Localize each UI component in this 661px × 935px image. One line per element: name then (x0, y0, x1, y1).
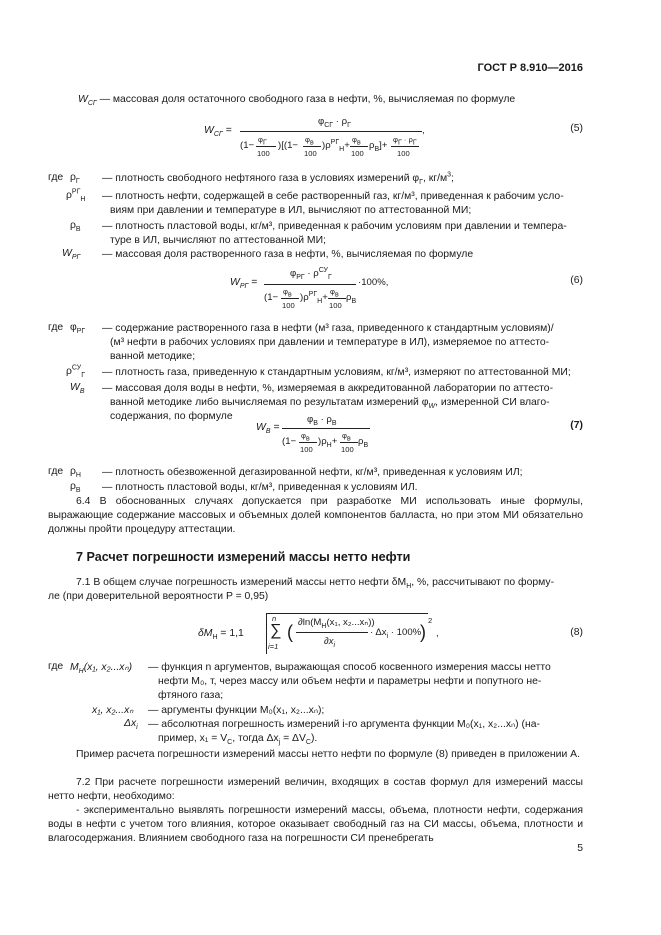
eq8-den (324, 636, 335, 647)
defs1-rhog-t: — плотность свободного нефтяного газа в условиях измерений φ (102, 173, 420, 184)
eq7-f2-sub: в (346, 435, 351, 443)
eq6-main-bar (264, 284, 356, 285)
eq8-n-top: n (272, 614, 277, 623)
defs2-phirg-line3: ванной методике; (110, 351, 196, 362)
eq8-lhs-sub: Н (212, 634, 218, 642)
eq5-bracket-open: )[(1− (278, 140, 299, 151)
paragraph-7-1-line1 (76, 576, 554, 590)
paragraph-7-1-line2: ле (при доверительной вероятности P = 0,95) (48, 591, 269, 602)
defs4-x-sym: x₁, x₂...xₙ (92, 705, 134, 716)
eq7-lhs-w: W (256, 422, 266, 433)
eq8-comma: , (436, 628, 439, 639)
eq5-plus-b: + (381, 140, 388, 151)
eq5-numerator (318, 116, 351, 127)
eq5-rhov: ρ (369, 140, 375, 151)
defs2-rhogsu-line: — плотность газа, приведенную к стандартным условиям, кг/м³, измеряют по аттестованной МИ; (102, 367, 571, 378)
defs2-wv-l2: ванной методике либо вычисляемая по результатам измерений φ (110, 397, 429, 408)
eq6-den-open: (1− (264, 292, 279, 303)
eq5-f1-phi: φ (258, 135, 263, 144)
eq6-num-mid: · ρ (304, 268, 319, 279)
eq7-rhon-sub: Н (326, 441, 332, 449)
eq5-num-sub1: СГ (324, 121, 334, 129)
eq5-den: (1− (240, 140, 255, 151)
eq5-f2-phi: φ (305, 135, 310, 144)
page-number: 5 (577, 843, 583, 854)
defs4-m-sub: Н (78, 668, 84, 676)
eq5-num-mid: · ρ (333, 116, 348, 127)
defs3-where: где (48, 466, 64, 477)
eq5-f2-bar (303, 146, 321, 147)
eq8-eq: = 1,1 (220, 628, 244, 639)
defs4-m-line1: — функция n аргументов, выражающая способ косвенного измерения массы нетто (148, 662, 551, 673)
defs1-wrg-sub: РГ (71, 254, 81, 262)
eq5-f4-sub: Г (397, 139, 402, 147)
eq6-num-sub: РГ (296, 273, 305, 281)
defs1-rhog-sym: ρ (70, 172, 76, 183)
defs2-wv-sym: W (70, 382, 80, 393)
p71-a-end: , %, рассчитывают по форму- (411, 577, 555, 588)
defs4-where: где (48, 661, 64, 672)
eq7-lhs-sub: В (265, 428, 271, 436)
eq8-lhs-dm: δM (198, 628, 213, 639)
eq8-paren-open: ( (287, 622, 293, 642)
eq8-num-ln: ∂ln(M (298, 617, 322, 628)
eq5-f4-sub2: Г (412, 139, 417, 147)
eq5-f2-sub: в (309, 139, 314, 147)
defs1-rho-v (70, 220, 81, 234)
eq6-rhov-sym: ρ (346, 292, 352, 303)
eq5-main-fraction-bar (240, 131, 422, 132)
eq7-num-mid: · ρ (317, 414, 332, 425)
eq6-rhov (346, 292, 356, 303)
eq7-f1-den: 100 (300, 445, 313, 454)
defs4-dx-l2end: , тогда Δx (232, 733, 279, 744)
defs1-rho-g (70, 172, 80, 186)
eq7-f2-bar (340, 442, 358, 443)
defs2-wv-line1: — массовая доля воды в нефти, %, измеряемая в аккредитованной лаборатории по аттесто- (102, 383, 554, 394)
defs2-phi-rg (70, 322, 86, 336)
defs1-rhov-sub: В (75, 226, 81, 234)
eq8-num-args: (x (326, 617, 335, 628)
defs2-rhogsu-sym: ρ (66, 366, 72, 377)
defs1-wrg-sym: W (62, 248, 72, 259)
eq6-lhs: $W_{РГ}$ = (230, 277, 258, 291)
defs1-wrg-line: — массовая доля растворенного газа в нефти, %, вычисляемая по формуле (102, 249, 474, 260)
defs4-dx-l2sub: С (227, 739, 233, 747)
defs4-dx-sym: Δx (124, 718, 137, 729)
defs1-rhon-sub: Н (80, 196, 86, 204)
eq5-f3-phi: φ (352, 135, 357, 144)
eq6-plus: + (322, 292, 328, 303)
eq7-rhov-sub: В (363, 441, 369, 449)
defs2-phirg-sub: РГ (76, 328, 86, 336)
eq7-rhon-sym: ρ (321, 436, 327, 447)
eq8-i-bot: i=1 (268, 642, 279, 651)
eq5-f4-den: 100 (397, 149, 410, 158)
eq6-rhon-sub: Н (317, 297, 323, 305)
eq8-den-sub: i (333, 641, 336, 649)
eq8-num-tail: )) (368, 617, 375, 628)
defs4-dx-l2sub2: j (278, 739, 281, 747)
eq5-plus-a: + (344, 140, 350, 151)
defs3-rhon-sub: Н (75, 472, 81, 480)
defs4-dx-sub: i (136, 724, 138, 732)
defs3-rhov-sym: ρ (70, 481, 76, 492)
defs2-rho-g-su (66, 364, 85, 380)
defs2-wv-sub: В (79, 388, 85, 396)
eq5-f3-num (352, 135, 361, 147)
eq5-lhs-sub: СГ (213, 131, 223, 139)
wsg-intro (78, 93, 515, 107)
eq5-num-phi: φ (318, 116, 325, 127)
eq8-paren-close: ) (420, 622, 426, 642)
eq7-rhon: )$\rho_Н+$ (318, 436, 338, 449)
defs2-wv-line3: содержания, по формуле (110, 411, 233, 422)
defs3-rho-n (70, 466, 81, 480)
eq6-lhs-w: W (230, 277, 240, 288)
eq7-f1-bar (299, 442, 317, 443)
eq8-num: $\partial\ln(M_Н(x_1$, x₂...xₙ)) (298, 617, 375, 630)
defs1-rhog-sub: Г (75, 178, 80, 186)
eq5-rho-n: )$\rho^{РГ}_Н+$ (322, 138, 350, 153)
defs1-rhon-line2: виям при давлении и температуре в ИЛ, вычисляют по аттестованной МИ; (110, 205, 472, 216)
defs4-dx-l2tail: = ΔV (280, 733, 306, 744)
eq6-tail: ·100%, (358, 277, 389, 288)
eq5-rhov-sub: В (374, 145, 380, 153)
eq7-f1-sub: в (305, 435, 310, 443)
defs1-rhov-line2: туре в ИЛ, вычисляют по аттестованной МИ; (110, 235, 326, 246)
paragraph-bullet: - экспериментально выявлять погрешности измерений массы, объема, плотности нефти, содержания воды в нефти с учетом того влияния, которое оказывает свободный газ на СИ массы, объема, плотности и влагосодержания. Влиянием свободного газа на погрешности СИ пренебрегать (48, 805, 583, 844)
eq6-f2-bar (328, 298, 346, 299)
defs4-dx-line1: — абсолютная погрешность измерений i-го аргумента функции M₀(x₁, x₂...xₙ) (на- (148, 719, 540, 730)
eq5-f1-sub: Г (262, 139, 267, 147)
eq6-f1-den: 100 (282, 301, 295, 310)
defs3-rhon-sym: ρ (70, 466, 76, 477)
eq6-num-phi: φ (290, 268, 297, 279)
defs2-rhogsu-sup: СУ (71, 364, 82, 372)
eq7-den-open: (1− (282, 436, 297, 447)
eq8-pct: · 100% (390, 627, 422, 638)
defs1-rhov-line1: — плотность пластовой воды, кг/м³, приведенная к рабочим условиям при давлении и темпера- (102, 221, 567, 232)
defs1-where: где (48, 172, 64, 183)
eq5-f3-sub: в (356, 139, 361, 147)
eq5-f3-den: 100 (351, 149, 364, 158)
eq5-comma: , (422, 125, 425, 136)
eq6-f2-den: 100 (329, 301, 342, 310)
eq5-f1-bar (256, 146, 276, 147)
defs1-rhog-text (102, 172, 454, 186)
defs1-rhog-ttail: ; (451, 173, 454, 184)
eq7-main-bar (282, 428, 370, 429)
defs1-rhog-tsub: Г (419, 179, 423, 187)
eq8-dx-sub: i (386, 632, 389, 640)
defs2-phirg-line2: (м³ нефти в рабочих условиях при давлении и температуре в ИЛ), измеряемое по аттесто- (110, 337, 550, 348)
eq7-num (307, 414, 337, 425)
eq7-num-sub2: В (331, 419, 337, 427)
defs1-w-rg (62, 248, 81, 262)
eq5-f2-num (305, 135, 314, 147)
eq8-dx-t: · Δx (370, 627, 387, 638)
eq6-one-minus: 1− (267, 292, 279, 303)
eq7-f1-phi: φ (301, 431, 306, 440)
eq6-rhon-sym: ρ (303, 292, 309, 303)
defs2-rhogsu-sub: Г (81, 372, 85, 380)
eq8-lhs (198, 628, 244, 642)
defs3-rhov-sub: В (75, 487, 81, 495)
defs1-rhon-line1: — плотность нефти, содержащей в себе растворенный газ, кг/м³, приведенная к рабочим усло- (102, 191, 564, 202)
wsg-symbol (78, 94, 97, 108)
eq8-den-dx: ∂x (324, 636, 334, 647)
eq5-rhon-sup: РГ (330, 138, 340, 146)
eq7-num-phi: φ (307, 414, 314, 425)
eq5-one-minus-b: 1− (287, 140, 299, 151)
defs1-rhon-sym: ρ (66, 190, 72, 201)
defs3-rho-v (70, 481, 81, 495)
eq5-f1-den: 100 (257, 149, 270, 158)
eq5-rhon-sub: Н (339, 145, 345, 153)
defs4-dx-line2 (158, 732, 317, 746)
eq8-frac-bar (296, 632, 368, 633)
eq5-f4-rho: ρ (408, 135, 413, 144)
wsg-intro-text: — массовая доля остаточного свободного газа в нефти, %, вычисляемая по формуле (99, 94, 516, 105)
defs2-phirg-sym: φ (70, 322, 77, 333)
eq5-rho-v: $\rho_В]+$ (369, 140, 388, 153)
defs1-rhon-sup: РГ (71, 188, 81, 196)
defs2-phirg-line1: — содержание растворенного газа в нефти (м³ газа, приведенного к стандартным условиям)/ (102, 323, 554, 334)
eq5-rhon: ρ (325, 140, 331, 151)
paragraph-7-2: 7.2 При расчете погрешности измерений величин, входящих в состав формул для измерений массы нетто нефти, необходимо: (48, 777, 583, 802)
defs3-rhon-line: — плотность обезвоженной дегазированной нефти, кг/м³, приведенная к условиям ИЛ; (102, 467, 523, 478)
eq6-rhov-sub: В (351, 297, 357, 305)
defs4-dx-l2: пример, x₁ = V (158, 733, 228, 744)
p71-a-sub: Н (406, 583, 412, 591)
eq5-den-frac1-num (258, 135, 267, 147)
wsg-w: W (78, 94, 88, 105)
defs1-rhog-tend: , кг/м (422, 173, 448, 184)
eq8-num-sub: Н (321, 622, 327, 630)
defs4-m (70, 661, 133, 676)
defs3-rhov-line: — плотность пластовой воды, кг/м³, приведенная к условиям ИЛ. (102, 482, 418, 493)
eq5-f4-bar (391, 146, 419, 147)
defs4-m-args: (x₁, x₂...xₙ) (83, 662, 133, 673)
defs2-wv-line2 (110, 396, 550, 410)
eq5-one-minus-a: 1− (243, 140, 255, 151)
defs4-m-sym: M (70, 662, 79, 673)
eq6-num-sup: СУ (318, 266, 328, 274)
paragraph-6-4: 6.4 В обоснованных случаях допускается при разработке МИ использовать иные формулы, выражающие содержание массовых и объемных долей компонентов балласта, но при этом МИ обязательно должны пройти процедуру аттестации. (48, 496, 583, 535)
defs2-wv-l2end: , измеренной СИ влаго- (435, 397, 550, 408)
eq7-rhov-sym: ρ (358, 436, 364, 447)
defs4-dx-l2sub3: С (305, 739, 311, 747)
defs4-dx-l2fin: ). (310, 733, 318, 744)
section-7-title: 7 Расчет погрешности измерений массы нетто нефти (76, 550, 411, 564)
defs4-x-line: — аргументы функции M₀(x₁, x₂...xₙ); (148, 705, 325, 716)
eq6-rhon: )$\rho^{РГ}_Н+$ (300, 290, 328, 305)
eq6-f2-phi: φ (330, 287, 335, 296)
eq8-sum: ∑ (270, 622, 282, 639)
defs1-rhog-tsup: 3 (447, 171, 452, 179)
eq8-square: 2 (428, 616, 433, 625)
eq7-one-minus: 1− (285, 436, 297, 447)
defs1-rhov-sym: ρ (70, 220, 76, 231)
eq7-f1-num (301, 431, 310, 443)
defs2-where: где (48, 322, 64, 333)
eq8-dx (370, 627, 421, 638)
doc-number-header: ГОСТ Р 8.910—2016 (477, 62, 583, 74)
eq8-number: (8) (570, 627, 583, 638)
eq7-f2-den: 100 (341, 445, 354, 454)
defs4-dx (124, 718, 138, 732)
p71-a: 7.1 В общем случае погрешность измерений массы нетто нефти δM (76, 577, 407, 588)
eq6-f1-bar (281, 298, 299, 299)
defs2-wv-l2sub: W (428, 403, 436, 411)
eq5-f2-den: 100 (304, 149, 317, 158)
wsg-sub: СГ (87, 100, 97, 108)
eq5-num-sub2: Г (347, 121, 351, 129)
eq7-f2-phi: φ (342, 431, 347, 440)
eq7-lhs: $W_В$ = (256, 422, 280, 436)
eq5-lhs: $W_{СГ}$ = (204, 125, 232, 139)
eq5-f3-bar (350, 146, 368, 147)
eq7-rhov (358, 436, 368, 447)
defs1-rho-n (66, 188, 86, 204)
eq6-number: (6) (570, 275, 583, 286)
eq6-f1-sub: в (287, 291, 292, 299)
defs2-w-v (70, 382, 85, 396)
eq6-f1-num (283, 287, 292, 299)
eq6-f2-num (330, 287, 339, 299)
eq5-f4-phi: φ (393, 135, 398, 144)
eq5-lhs-w: W (204, 125, 214, 136)
eq5-number: (5) (570, 123, 583, 134)
eq7-number: (7) (570, 420, 583, 431)
eq6-f1-phi: φ (283, 287, 288, 296)
eq5-f4-num: $\varphi_Г \cdot \rho_Г$ (393, 135, 417, 147)
eq6-num (290, 268, 332, 279)
eq7-plus: + (331, 436, 338, 447)
defs4-m-line3: фтяного газа; (158, 690, 224, 701)
paragraph-example: Пример расчета погрешности измерений массы нетто нефти по формуле (8) приведен в приложении А. (76, 749, 580, 760)
eq8-sqrt-bar (266, 613, 428, 614)
eq6-rhon-sup: РГ (308, 290, 318, 298)
eq6-num-sub2: Г (327, 273, 332, 281)
eq7-f2-num (342, 431, 351, 443)
defs4-m-line2: нефти M₀, т, через массу или объем нефти и параметры нефти и попутного не- (158, 676, 542, 687)
eq6-lhs-sub: РГ (239, 283, 249, 291)
eq7-num-sub: В (313, 419, 318, 427)
eq8-sqrt-vert (266, 614, 267, 654)
eq6-f2-sub: в (334, 291, 339, 299)
